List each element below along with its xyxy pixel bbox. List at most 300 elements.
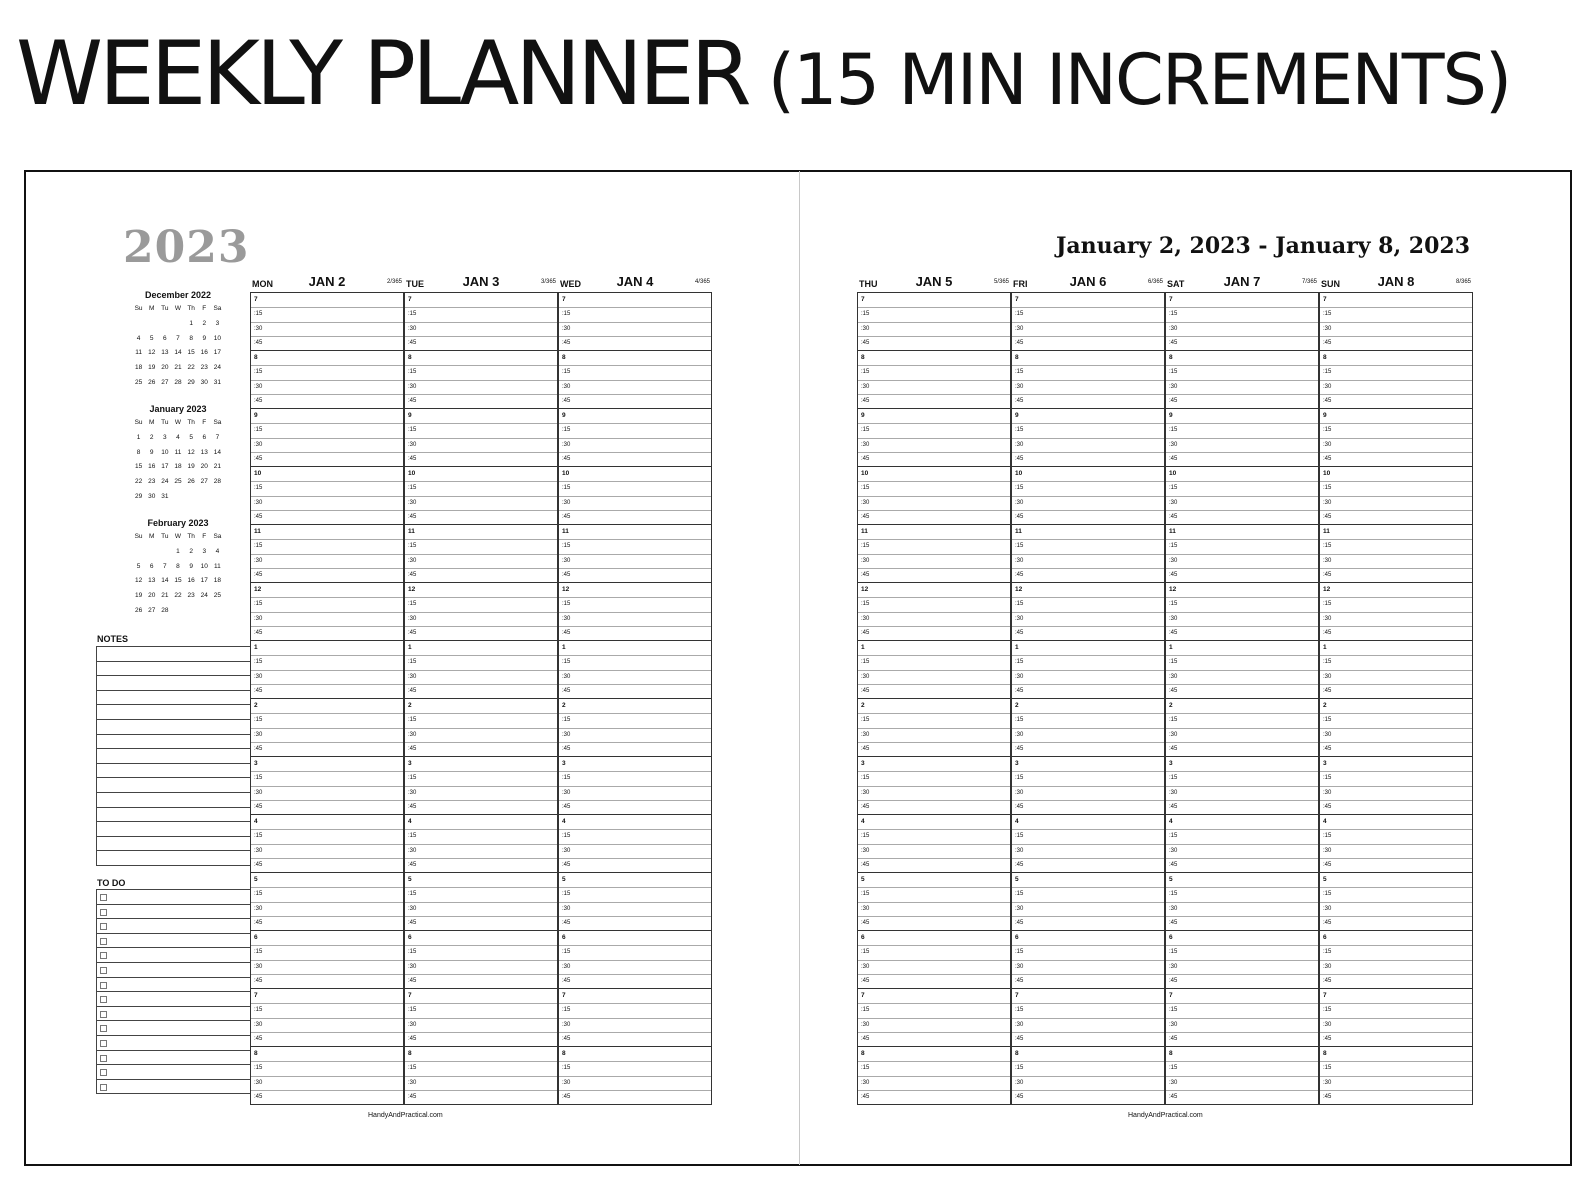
time-slot-quarter[interactable]: :45 [251, 1032, 403, 1046]
time-slot-quarter[interactable]: :30 [858, 380, 1010, 394]
time-slot-hour[interactable]: 8 [562, 1050, 566, 1057]
calendar-day[interactable]: 5 [149, 334, 154, 342]
time-slot-quarter[interactable]: :45 [1012, 568, 1164, 582]
time-slot-quarter[interactable]: :15 [1012, 307, 1164, 321]
time-slot-quarter[interactable]: :15 [1320, 365, 1472, 379]
time-slot-quarter[interactable]: :30 [405, 728, 557, 742]
time-slot-quarter[interactable]: :45 [1166, 916, 1318, 930]
time-slot-quarter[interactable]: :30 [1320, 728, 1472, 742]
time-slot-hour[interactable]: 9 [1169, 412, 1173, 419]
time-slot-quarter[interactable]: :15 [559, 829, 711, 843]
time-slot-quarter[interactable]: :45 [1166, 800, 1318, 814]
time-slot-quarter[interactable]: :30 [1166, 786, 1318, 800]
time-slot-quarter[interactable]: :30 [405, 960, 557, 974]
time-slot-hour[interactable]: 5 [1015, 876, 1019, 883]
calendar-day[interactable]: 24 [200, 592, 208, 600]
time-slot-quarter[interactable]: :30 [1166, 728, 1318, 742]
notes-line[interactable] [97, 764, 250, 779]
notes-line[interactable] [97, 647, 250, 662]
calendar-day[interactable]: 13 [148, 577, 156, 585]
time-slot-quarter[interactable]: :30 [1320, 496, 1472, 510]
time-slot-quarter[interactable]: :45 [1166, 974, 1318, 988]
calendar-day[interactable]: 9 [202, 334, 207, 342]
todo-item[interactable] [97, 934, 250, 949]
time-slot-quarter[interactable]: :30 [405, 554, 557, 568]
time-slot-hour[interactable]: 10 [1015, 470, 1023, 477]
time-slot-quarter[interactable]: :15 [251, 539, 403, 553]
time-slot-quarter[interactable]: :15 [251, 655, 403, 669]
time-slot-quarter[interactable]: :15 [858, 597, 1010, 611]
time-slot-quarter[interactable]: :45 [251, 626, 403, 640]
calendar-day[interactable]: 22 [174, 592, 182, 600]
time-slot-quarter[interactable]: :30 [1320, 612, 1472, 626]
time-slot-quarter[interactable]: :15 [858, 945, 1010, 959]
time-slot-quarter[interactable]: :45 [858, 1090, 1010, 1104]
time-slot-quarter[interactable]: :45 [559, 742, 711, 756]
time-slot-hour[interactable]: 5 [1323, 876, 1327, 883]
time-slot-quarter[interactable]: :30 [559, 1018, 711, 1032]
calendar-day[interactable]: 27 [148, 606, 156, 614]
time-slot-quarter[interactable]: :15 [405, 771, 557, 785]
calendar-day[interactable]: 1 [136, 433, 141, 441]
time-slot-quarter[interactable]: :30 [1166, 1018, 1318, 1032]
time-slot-hour[interactable]: 10 [1169, 470, 1177, 477]
todo-item[interactable] [97, 1080, 250, 1095]
time-slot-quarter[interactable]: :30 [405, 786, 557, 800]
calendar-day[interactable]: 5 [189, 433, 193, 441]
time-slot-hour[interactable]: 5 [562, 876, 566, 883]
calendar-day[interactable]: 12 [134, 577, 143, 585]
notes-box[interactable] [96, 646, 251, 866]
time-slot-hour[interactable]: 8 [408, 354, 412, 361]
time-slot-quarter[interactable]: :15 [251, 887, 403, 901]
time-slot-hour[interactable]: 11 [1015, 528, 1022, 535]
time-slot-quarter[interactable]: :30 [1166, 554, 1318, 568]
time-slot-quarter[interactable]: :30 [1320, 960, 1472, 974]
time-slot-quarter[interactable]: :15 [559, 771, 711, 785]
time-slot-quarter[interactable]: :45 [405, 742, 557, 756]
notes-line[interactable] [97, 793, 250, 808]
time-slot-quarter[interactable]: :30 [1012, 844, 1164, 858]
time-slot-quarter[interactable]: :15 [559, 713, 711, 727]
time-slot-hour[interactable]: 5 [1169, 876, 1173, 883]
time-slot-quarter[interactable]: :15 [1166, 829, 1318, 843]
time-slot-quarter[interactable]: :15 [559, 655, 711, 669]
time-slot-quarter[interactable]: :30 [405, 670, 557, 684]
time-slot-hour[interactable]: 8 [1169, 1050, 1173, 1057]
calendar-day[interactable]: 4 [215, 547, 220, 555]
calendar-day[interactable]: 22 [187, 364, 195, 372]
calendar-day[interactable]: 20 [200, 463, 208, 471]
time-slot-hour[interactable]: 7 [1169, 296, 1173, 303]
calendar-day[interactable]: 31 [161, 492, 169, 500]
time-slot-quarter[interactable]: :45 [405, 1090, 557, 1104]
time-slot-hour[interactable]: 8 [1323, 1050, 1327, 1057]
time-slot-quarter[interactable]: :45 [405, 684, 557, 698]
time-slot-quarter[interactable]: :15 [559, 481, 711, 495]
time-slot-quarter[interactable]: :45 [559, 1032, 711, 1046]
time-slot-hour[interactable]: 7 [1323, 992, 1327, 999]
time-slot-hour[interactable]: 4 [254, 818, 258, 825]
time-slot-quarter[interactable]: :45 [1320, 800, 1472, 814]
time-slot-quarter[interactable]: :15 [251, 423, 403, 437]
time-slot-hour[interactable]: 1 [408, 644, 412, 651]
time-slot-quarter[interactable]: :45 [858, 394, 1010, 408]
time-slot-quarter[interactable]: :45 [1320, 916, 1472, 930]
time-slot-quarter[interactable]: :45 [858, 742, 1010, 756]
time-slot-quarter[interactable]: :45 [858, 626, 1010, 640]
time-slot-quarter[interactable]: :45 [251, 510, 403, 524]
time-slot-quarter[interactable]: :30 [1166, 844, 1318, 858]
time-slot-quarter[interactable]: :30 [1320, 322, 1472, 336]
time-slot-quarter[interactable]: :30 [559, 1076, 711, 1090]
time-slot-hour[interactable]: 9 [408, 412, 412, 419]
notes-line[interactable] [97, 822, 250, 837]
time-slot-hour[interactable]: 10 [254, 470, 262, 477]
time-slot-hour[interactable]: 3 [1169, 760, 1173, 767]
time-slot-quarter[interactable]: :45 [559, 568, 711, 582]
calendar-day[interactable]: 29 [134, 492, 143, 500]
todo-item[interactable] [97, 948, 250, 963]
time-slot-hour[interactable]: 8 [1169, 354, 1173, 361]
time-slot-quarter[interactable]: :30 [1012, 322, 1164, 336]
time-slot-hour[interactable]: 8 [1015, 354, 1019, 361]
time-slot-hour[interactable]: 11 [1169, 528, 1176, 535]
time-slot-quarter[interactable]: :45 [251, 336, 403, 350]
time-slot-quarter[interactable]: :45 [1320, 452, 1472, 466]
calendar-day[interactable]: 2 [189, 547, 193, 555]
time-slot-quarter[interactable]: :30 [405, 1018, 557, 1032]
time-slot-quarter[interactable]: :30 [858, 844, 1010, 858]
time-slot-hour[interactable]: 10 [562, 470, 570, 477]
notes-line[interactable] [97, 749, 250, 764]
time-slot-quarter[interactable]: :30 [405, 844, 557, 858]
time-slot-quarter[interactable]: :30 [251, 902, 403, 916]
time-slot-quarter[interactable]: :30 [405, 322, 557, 336]
time-slot-quarter[interactable]: :30 [1320, 1076, 1472, 1090]
time-slot-quarter[interactable]: :45 [1320, 336, 1472, 350]
time-slot-quarter[interactable]: :30 [1012, 438, 1164, 452]
time-slot-hour[interactable]: 10 [408, 470, 416, 477]
time-slot-hour[interactable]: 7 [861, 296, 865, 303]
time-slot-quarter[interactable]: :30 [1012, 960, 1164, 974]
calendar-day[interactable]: 31 [213, 378, 222, 386]
notes-line[interactable] [97, 720, 250, 735]
time-slot-quarter[interactable]: :15 [1166, 1061, 1318, 1075]
time-slot-quarter[interactable]: :30 [1320, 554, 1472, 568]
time-slot-hour[interactable]: 7 [562, 992, 566, 999]
calendar-day[interactable]: 6 [149, 562, 154, 570]
time-slot-quarter[interactable]: :15 [1166, 365, 1318, 379]
time-slot-quarter[interactable]: :15 [1320, 481, 1472, 495]
time-slot-quarter[interactable]: :30 [559, 844, 711, 858]
time-slot-quarter[interactable]: :30 [405, 438, 557, 452]
time-slot-quarter[interactable]: :30 [405, 902, 557, 916]
time-slot-quarter[interactable]: :30 [1320, 438, 1472, 452]
calendar-day[interactable]: 27 [161, 378, 169, 386]
time-slot-quarter[interactable]: :15 [405, 1061, 557, 1075]
calendar-day[interactable]: 17 [200, 577, 208, 585]
calendar-day[interactable]: 7 [176, 334, 180, 342]
time-slot-hour[interactable]: 7 [254, 296, 258, 303]
notes-line[interactable] [97, 691, 250, 706]
calendar-day[interactable]: 10 [161, 448, 169, 456]
time-slot-quarter[interactable]: :30 [1320, 380, 1472, 394]
time-slot-quarter[interactable]: :45 [1166, 510, 1318, 524]
calendar-day[interactable]: 15 [174, 577, 182, 585]
time-slot-quarter[interactable]: :30 [1012, 380, 1164, 394]
time-slot-quarter[interactable]: :30 [1320, 670, 1472, 684]
notes-line[interactable] [97, 735, 250, 750]
calendar-day[interactable]: 12 [148, 349, 156, 357]
time-slot-quarter[interactable]: :45 [858, 568, 1010, 582]
time-slot-quarter[interactable]: :45 [1320, 626, 1472, 640]
time-slot-quarter[interactable]: :30 [251, 1076, 403, 1090]
time-slot-hour[interactable]: 4 [1015, 818, 1019, 825]
time-slot-hour[interactable]: 12 [1015, 586, 1023, 593]
time-slot-quarter[interactable]: :45 [405, 800, 557, 814]
time-slot-quarter[interactable]: :15 [251, 597, 403, 611]
time-slot-quarter[interactable]: :45 [559, 684, 711, 698]
time-slot-hour[interactable]: 2 [861, 702, 865, 709]
time-slot-quarter[interactable]: :45 [1166, 858, 1318, 872]
time-slot-quarter[interactable]: :45 [251, 916, 403, 930]
time-slot-hour[interactable]: 8 [1015, 1050, 1019, 1057]
time-slot-hour[interactable]: 8 [562, 354, 566, 361]
time-slot-quarter[interactable]: :30 [858, 1018, 1010, 1032]
time-slot-quarter[interactable]: :45 [858, 684, 1010, 698]
time-slot-quarter[interactable]: :30 [858, 902, 1010, 916]
time-slot-quarter[interactable]: :15 [1166, 771, 1318, 785]
time-slot-quarter[interactable]: :15 [1320, 539, 1472, 553]
time-slot-quarter[interactable]: :15 [858, 1003, 1010, 1017]
todo-item[interactable] [97, 1051, 250, 1066]
time-slot-quarter[interactable]: :15 [1166, 307, 1318, 321]
time-slot-quarter[interactable]: :30 [1166, 380, 1318, 394]
time-slot-quarter[interactable]: :45 [1166, 626, 1318, 640]
time-slot-quarter[interactable]: :15 [1012, 887, 1164, 901]
time-slot-quarter[interactable]: :30 [251, 786, 403, 800]
time-slot-quarter[interactable]: :30 [858, 554, 1010, 568]
time-slot-quarter[interactable]: :15 [858, 829, 1010, 843]
time-slot-quarter[interactable]: :30 [1166, 670, 1318, 684]
time-slot-quarter[interactable]: :45 [559, 1090, 711, 1104]
time-slot-quarter[interactable]: :15 [251, 945, 403, 959]
calendar-day[interactable]: 16 [187, 577, 195, 585]
notes-line[interactable] [97, 808, 250, 823]
calendar-day[interactable]: 4 [136, 334, 141, 342]
time-slot-quarter[interactable]: :45 [1012, 916, 1164, 930]
time-slot-quarter[interactable]: :15 [1166, 539, 1318, 553]
calendar-day[interactable]: 9 [149, 448, 154, 456]
time-slot-quarter[interactable]: :15 [559, 887, 711, 901]
time-slot-quarter[interactable]: :45 [1012, 626, 1164, 640]
calendar-day[interactable]: 23 [187, 592, 195, 600]
time-slot-hour[interactable]: 3 [254, 760, 258, 767]
time-slot-hour[interactable]: 7 [1015, 296, 1019, 303]
time-slot-quarter[interactable]: :15 [1320, 829, 1472, 843]
time-slot-hour[interactable]: 6 [1015, 934, 1019, 941]
calendar-day[interactable]: 19 [148, 364, 156, 372]
time-slot-quarter[interactable]: :15 [1166, 945, 1318, 959]
time-slot-quarter[interactable]: :45 [1166, 394, 1318, 408]
time-slot-hour[interactable]: 11 [408, 528, 415, 535]
time-slot-quarter[interactable]: :30 [251, 960, 403, 974]
todo-item[interactable] [97, 963, 250, 978]
checkbox-icon[interactable] [100, 967, 107, 974]
time-slot-quarter[interactable]: :30 [858, 670, 1010, 684]
time-slot-hour[interactable]: 3 [562, 760, 566, 767]
time-slot-quarter[interactable]: :15 [1012, 713, 1164, 727]
calendar-day[interactable]: 28 [174, 378, 182, 386]
time-slot-hour[interactable]: 1 [254, 644, 258, 651]
time-slot-quarter[interactable]: :45 [1012, 452, 1164, 466]
time-slot-quarter[interactable]: :15 [858, 713, 1010, 727]
time-slot-hour[interactable]: 3 [408, 760, 412, 767]
time-slot-quarter[interactable]: :15 [559, 539, 711, 553]
time-slot-quarter[interactable]: :45 [559, 394, 711, 408]
time-slot-hour[interactable]: 9 [562, 412, 566, 419]
time-slot-quarter[interactable]: :30 [559, 554, 711, 568]
time-slot-quarter[interactable]: :15 [251, 771, 403, 785]
time-slot-quarter[interactable]: :30 [1320, 844, 1472, 858]
time-slot-hour[interactable]: 11 [562, 528, 569, 535]
checkbox-icon[interactable] [100, 923, 107, 930]
time-slot-quarter[interactable]: :45 [559, 974, 711, 988]
time-slot-quarter[interactable]: :45 [1012, 684, 1164, 698]
time-slot-quarter[interactable]: :15 [1012, 1061, 1164, 1075]
time-slot-hour[interactable]: 6 [1323, 934, 1327, 941]
calendar-day[interactable]: 7 [215, 433, 220, 441]
todo-item[interactable] [97, 919, 250, 934]
time-slot-hour[interactable]: 12 [254, 586, 262, 593]
time-slot-quarter[interactable]: :30 [858, 496, 1010, 510]
time-slot-hour[interactable]: 6 [254, 934, 258, 941]
time-slot-quarter[interactable]: :30 [251, 322, 403, 336]
checkbox-icon[interactable] [100, 1069, 107, 1076]
time-slot-quarter[interactable]: :30 [858, 960, 1010, 974]
time-slot-quarter[interactable]: :45 [1320, 1032, 1472, 1046]
calendar-day[interactable]: 25 [174, 478, 182, 486]
time-slot-quarter[interactable]: :45 [405, 336, 557, 350]
time-slot-quarter[interactable]: :45 [251, 742, 403, 756]
time-slot-hour[interactable]: 7 [408, 296, 412, 303]
time-slot-quarter[interactable]: :45 [1320, 742, 1472, 756]
time-slot-quarter[interactable]: :45 [858, 974, 1010, 988]
checkbox-icon[interactable] [100, 1011, 107, 1018]
time-slot-quarter[interactable]: :45 [1012, 1032, 1164, 1046]
time-slot-quarter[interactable]: :15 [559, 597, 711, 611]
time-slot-hour[interactable]: 3 [1323, 760, 1327, 767]
time-slot-hour[interactable]: 7 [408, 992, 412, 999]
calendar-day[interactable]: 12 [187, 448, 195, 456]
time-slot-quarter[interactable]: :45 [559, 336, 711, 350]
calendar-day[interactable]: 1 [189, 319, 193, 327]
time-slot-quarter[interactable]: :15 [1320, 597, 1472, 611]
time-slot-quarter[interactable]: :30 [858, 1076, 1010, 1090]
checkbox-icon[interactable] [100, 938, 107, 945]
time-slot-quarter[interactable]: :30 [1166, 1076, 1318, 1090]
calendar-day[interactable]: 22 [134, 478, 143, 486]
todo-item[interactable] [97, 890, 250, 905]
todo-list[interactable] [96, 889, 251, 1094]
time-slot-hour[interactable]: 7 [1169, 992, 1173, 999]
time-slot-quarter[interactable]: :15 [251, 1061, 403, 1075]
time-slot-quarter[interactable]: :15 [858, 481, 1010, 495]
calendar-day[interactable]: 8 [136, 448, 141, 456]
time-slot-hour[interactable]: 8 [861, 1050, 865, 1057]
calendar-day[interactable]: 11 [174, 448, 182, 456]
time-slot-hour[interactable]: 9 [1323, 412, 1327, 419]
time-slot-hour[interactable]: 2 [254, 702, 258, 709]
time-slot-quarter[interactable]: :45 [559, 858, 711, 872]
checkbox-icon[interactable] [100, 996, 107, 1003]
time-slot-hour[interactable]: 9 [1015, 412, 1019, 419]
time-slot-quarter[interactable]: :45 [405, 858, 557, 872]
checkbox-icon[interactable] [100, 982, 107, 989]
time-slot-quarter[interactable]: :45 [251, 858, 403, 872]
time-slot-quarter[interactable]: :15 [559, 1003, 711, 1017]
checkbox-icon[interactable] [100, 1055, 107, 1062]
calendar-day[interactable]: 21 [161, 592, 169, 600]
time-slot-hour[interactable]: 12 [861, 586, 869, 593]
time-slot-quarter[interactable]: :15 [1166, 655, 1318, 669]
time-slot-quarter[interactable]: :45 [1320, 684, 1472, 698]
time-slot-quarter[interactable]: :30 [1012, 786, 1164, 800]
time-slot-quarter[interactable]: :45 [251, 568, 403, 582]
calendar-day[interactable]: 2 [202, 319, 207, 327]
time-slot-quarter[interactable]: :30 [1320, 902, 1472, 916]
time-slot-quarter[interactable]: :15 [251, 829, 403, 843]
time-slot-hour[interactable]: 2 [1323, 702, 1327, 709]
time-slot-quarter[interactable]: :15 [1166, 887, 1318, 901]
time-slot-quarter[interactable]: :30 [858, 612, 1010, 626]
time-slot-quarter[interactable]: :15 [1320, 307, 1472, 321]
time-slot-hour[interactable]: 10 [1323, 470, 1331, 477]
time-slot-quarter[interactable]: :15 [405, 655, 557, 669]
time-slot-quarter[interactable]: :30 [559, 496, 711, 510]
time-slot-quarter[interactable]: :45 [251, 974, 403, 988]
time-slot-hour[interactable]: 9 [254, 412, 258, 419]
time-slot-quarter[interactable]: :15 [1320, 771, 1472, 785]
time-slot-quarter[interactable]: :15 [405, 945, 557, 959]
time-slot-quarter[interactable]: :15 [251, 481, 403, 495]
time-slot-quarter[interactable]: :15 [559, 307, 711, 321]
time-slot-quarter[interactable]: :15 [405, 887, 557, 901]
time-slot-quarter[interactable]: :15 [858, 307, 1010, 321]
time-slot-quarter[interactable]: :30 [559, 322, 711, 336]
time-slot-hour[interactable]: 6 [1169, 934, 1173, 941]
time-slot-hour[interactable]: 2 [562, 702, 566, 709]
notes-line[interactable] [97, 705, 250, 720]
time-slot-hour[interactable]: 7 [1323, 296, 1327, 303]
time-slot-quarter[interactable]: :15 [251, 365, 403, 379]
notes-line[interactable] [97, 778, 250, 793]
time-slot-quarter[interactable]: :45 [858, 800, 1010, 814]
time-slot-quarter[interactable]: :30 [251, 670, 403, 684]
calendar-day[interactable]: 6 [202, 433, 207, 441]
time-slot-hour[interactable]: 2 [408, 702, 412, 709]
time-slot-hour[interactable]: 4 [562, 818, 566, 825]
time-slot-quarter[interactable]: :45 [1012, 394, 1164, 408]
time-slot-hour[interactable]: 9 [861, 412, 865, 419]
time-slot-quarter[interactable]: :30 [1320, 1018, 1472, 1032]
calendar-day[interactable]: 26 [134, 606, 143, 614]
time-slot-quarter[interactable]: :45 [1320, 1090, 1472, 1104]
time-slot-hour[interactable]: 12 [562, 586, 570, 593]
time-slot-quarter[interactable]: :45 [559, 800, 711, 814]
time-slot-quarter[interactable]: :45 [858, 1032, 1010, 1046]
